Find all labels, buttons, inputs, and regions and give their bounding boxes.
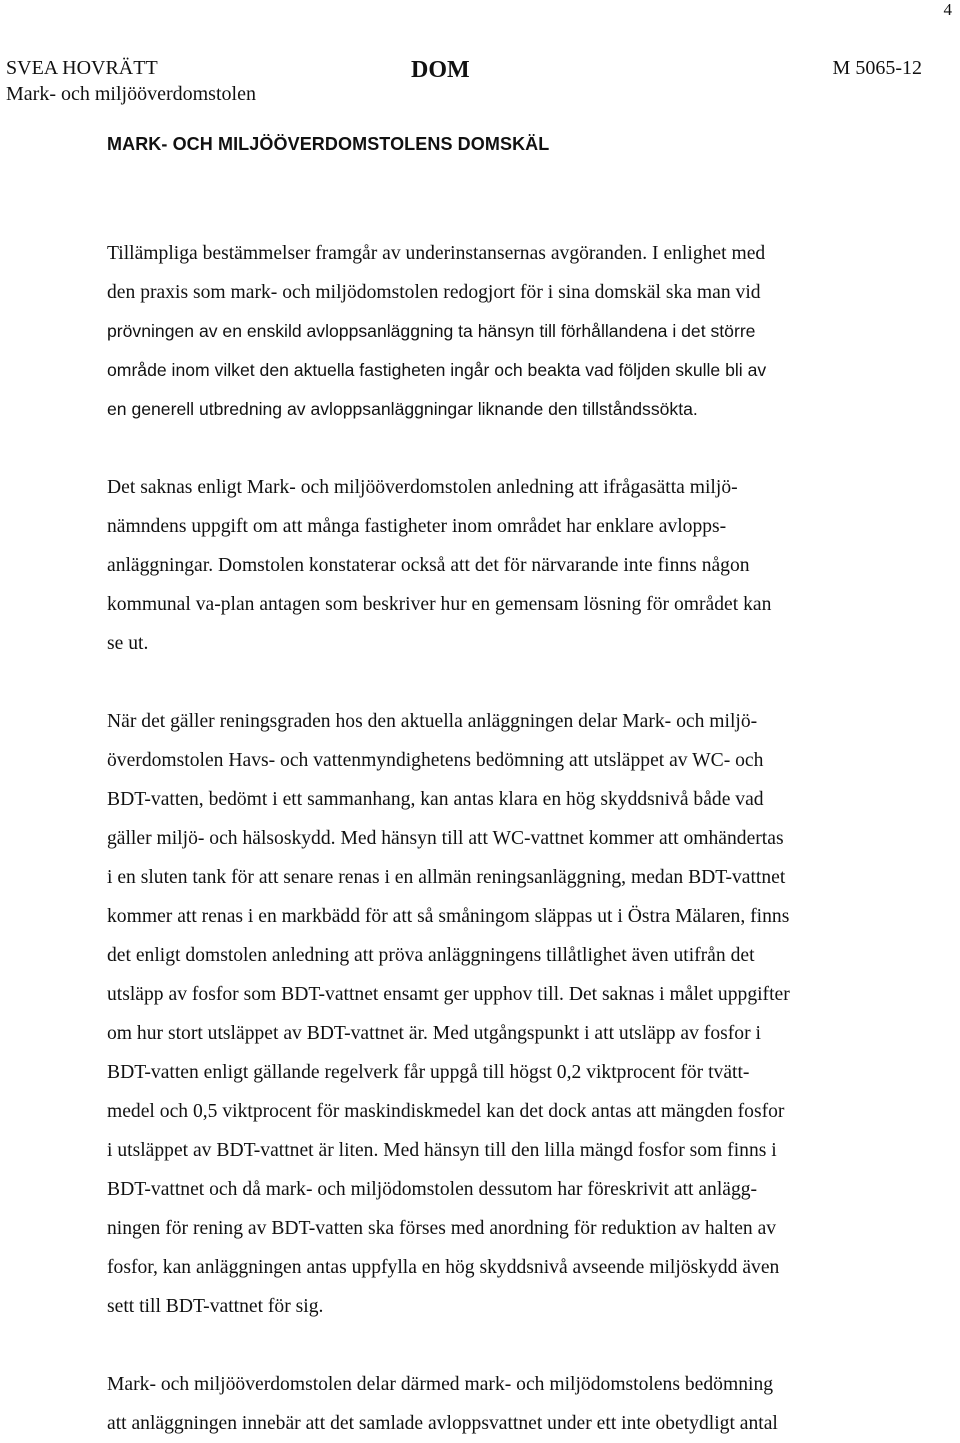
paragraph-line: det enligt domstolen anledning att pröva anläggningens tillåtlighet även utifrån det [107,945,755,966]
paragraph-line: medel och 0,5 viktprocent för maskindiskmedel kan det dock antas att mängden fosfor [107,1101,785,1122]
case-number: M 5065-12 [832,57,922,79]
paragraph-line: kommunal va-plan antagen som beskriver hur en gemensam lösning för området kan [107,594,772,615]
paragraph-line: ningen för rening av BDT-vatten ska förses med anordning för reduktion av halten av [107,1218,777,1239]
paragraph-line: Tillämpliga bestämmelser framgår av underinstansernas avgöranden. I enlighet med [107,243,766,264]
paragraph-line: i en sluten tank för att senare renas i en allmän reningsanläggning, medan BDT-vattnet [107,867,786,888]
paragraph-line: När det gäller reningsgraden hos den aktuella anläggningen delar Mark- och miljö- [107,711,758,732]
page-number: 4 [943,0,952,19]
court-name: SVEA HOVRÄTT [6,57,158,79]
document-header [0,55,960,105]
paragraph-line: om hur stort utsläppet av BDT-vattnet är. Med utgångspunkt i att utsläpp av fosfor i [107,1023,761,1044]
paragraph-line: område inom vilket den aktuella fastigheten ingår och beakta vad följden skulle bli av [107,360,767,380]
court-division: Mark- och miljööverdomstolen [6,83,256,105]
paragraph-4 [107,1365,897,1443]
paragraph-3 [107,702,897,1326]
paragraph-line: i utsläppet av BDT-vattnet är liten. Med hänsyn till den lilla mängd fosfor som finns i [107,1140,777,1161]
paragraph-line: att anläggningen innebär att det samlade avloppsvattnet under ett inte obetydligt antal [107,1413,778,1434]
paragraph-line: anläggningar. Domstolen konstaterar också att det för närvarande inte finns någon [107,555,750,576]
paragraph-line: fosfor, kan anläggningen antas uppfylla en hög skyddsnivå avseende miljöskydd även [107,1257,780,1278]
paragraph-line: BDT-vattnet och då mark- och miljödomstolen dessutom har föreskrivit att anlägg- [107,1179,758,1200]
paragraph-1 [107,234,897,429]
paragraph-line: Det saknas enligt Mark- och miljööverdomstolen anledning att ifrågasätta miljö- [107,477,738,498]
paragraph-line: prövningen av en enskild avloppsanläggning ta hänsyn till förhållandena i det större [107,321,756,341]
paragraph-line: BDT-vatten enligt gällande regelverk får uppgå till högst 0,2 viktprocent för tvätt- [107,1062,750,1083]
paragraph-line: nämndens uppgift om att många fastigheter inom området har enklare avlopps- [107,516,727,537]
paragraph-line: Mark- och miljööverdomstolen delar därmed mark- och miljödomstolens bedömning [107,1374,774,1395]
section-heading: MARK- OCH MILJÖÖVERDOMSTOLENS DOMSKÄL [107,134,550,154]
paragraph-line: den praxis som mark- och miljödomstolen redogjort för i sina domskäl ska man vid [107,282,761,303]
document-body [107,131,897,1443]
paragraph-line: utsläpp av fosfor som BDT-vattnet ensamt ger upphov till. Det saknas i målet uppgifter [107,984,790,1005]
paragraph-line: se ut. [107,633,149,654]
court-block [6,55,256,107]
paragraph-line: BDT-vatten, bedömt i ett sammanhang, kan antas klara en hög skyddsnivå både vad [107,789,764,810]
paragraph-line: kommer att renas i en markbädd för att så småningom släppas ut i Östra Mälaren, finns [107,906,790,927]
paragraph-2 [107,468,897,663]
paragraph-line: överdomstolen Havs- och vattenmyndighetens bedömning att utsläppet av WC- och [107,750,764,771]
paragraph-line: gäller miljö- och hälsoskydd. Med hänsyn till att WC-vattnet kommer att omhändertas [107,828,784,849]
paragraph-line: en generell utbredning av avloppsanläggningar liknande den tillståndssökta. [107,399,698,419]
document-type: DOM [411,57,470,83]
paragraph-line: sett till BDT-vattnet för sig. [107,1296,324,1317]
